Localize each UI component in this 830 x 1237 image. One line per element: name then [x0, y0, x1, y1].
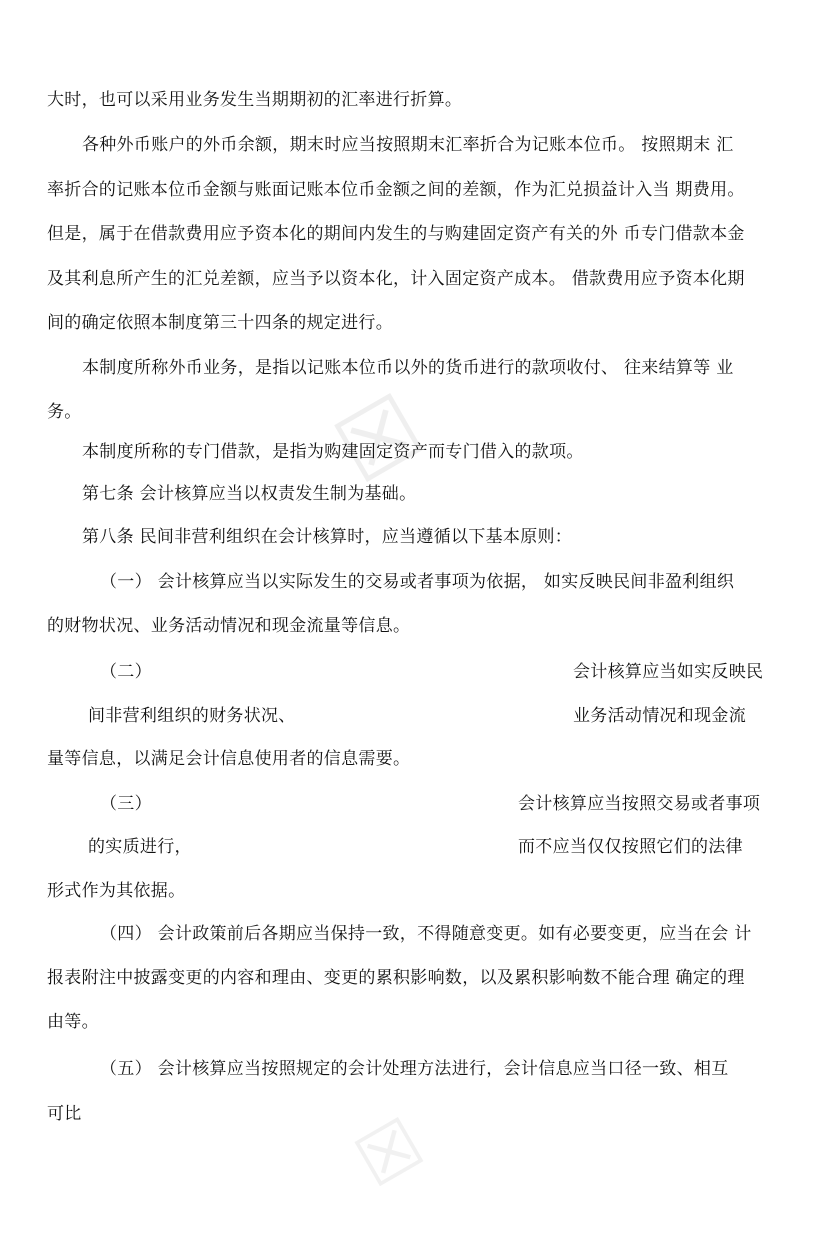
text-line: 量等信息，以满足会计信息使用者的信息需要。 — [47, 749, 411, 769]
text-line: 由等。 — [47, 1012, 99, 1032]
text-line: 可比 — [47, 1104, 82, 1124]
text-line: 但是，属于在借款费用应予资本化的期间内发生的与购建固定资产有关的外 币专门借款本金 — [47, 224, 745, 244]
text-line: 大时，也可以采用业务发生当期期初的汇率进行折算。 — [47, 90, 463, 110]
text-line: 形式作为其依据。 — [47, 881, 186, 901]
text-line: 的实质进行， — [88, 837, 192, 857]
text-line: 率折合的记账本位币金额与账面记账本位币金额之间的差额，作为汇兑损益计入当 期费用。 — [47, 180, 745, 200]
principle-five: （五） 会计核算应当按照规定的会计处理方法进行，会计信息应当口径一致、相互 — [100, 1059, 729, 1079]
text-line: 业务活动情况和现金流 — [573, 706, 746, 726]
principle-three-marker: （三） — [100, 794, 152, 814]
text-line: 本制度所称外币业务，是指以记账本位币以外的货币进行的款项收付、 往来结算等 业 — [82, 358, 734, 378]
principle-four: （四） 会计政策前后各期应当保持一致，不得随意变更。如有必要变更，应当在会 计 — [100, 924, 752, 944]
text-line: 的财物状况、业务活动情况和现金流量等信息。 — [47, 616, 411, 636]
article-seven: 第七条 会计核算应当以权责发生制为基础。 — [82, 484, 417, 504]
text-line: 而不应当仅仅按照它们的法律 — [518, 837, 743, 857]
text-line: 间非营利组织的财务状况、 — [88, 706, 296, 726]
principle-one: （一） 会计核算应当以实际发生的交易或者事项为依据， 如实反映民间非盈利组织 — [100, 572, 735, 592]
text-line: 会计核算应当按照交易或者事项 — [518, 794, 761, 814]
text-line: 间的确定依照本制度第三十四条的规定进行。 — [47, 313, 393, 333]
article-eight: 第八条 民间非营利组织在会计核算时，应当遵循以下基本原则： — [82, 527, 573, 547]
text-line: 会计核算应当如实反映民 — [573, 662, 764, 682]
watermark-logo-bottom: ☒ — [342, 1101, 438, 1205]
text-line: 本制度所称的专门借款，是指为购建固定资产而专门借入的款项。 — [82, 442, 584, 462]
text-line: 各种外币账户的外币余额，期末时应当按照期末汇率折合为记账本位币。 按照期末 汇 — [82, 135, 734, 155]
text-line: 报表附注中披露变更的内容和理由、变更的累积影响数，以及累积影响数不能合理 确定的理 — [47, 968, 745, 988]
watermark-logo: ☒ — [318, 373, 441, 506]
principle-two-marker: （二） — [100, 662, 152, 682]
text-line: 及其利息所产生的汇兑差额，应当予以资本化，计入固定资产成本。 借款费用应予资本化期 — [47, 269, 745, 289]
text-line: 务。 — [47, 402, 82, 422]
